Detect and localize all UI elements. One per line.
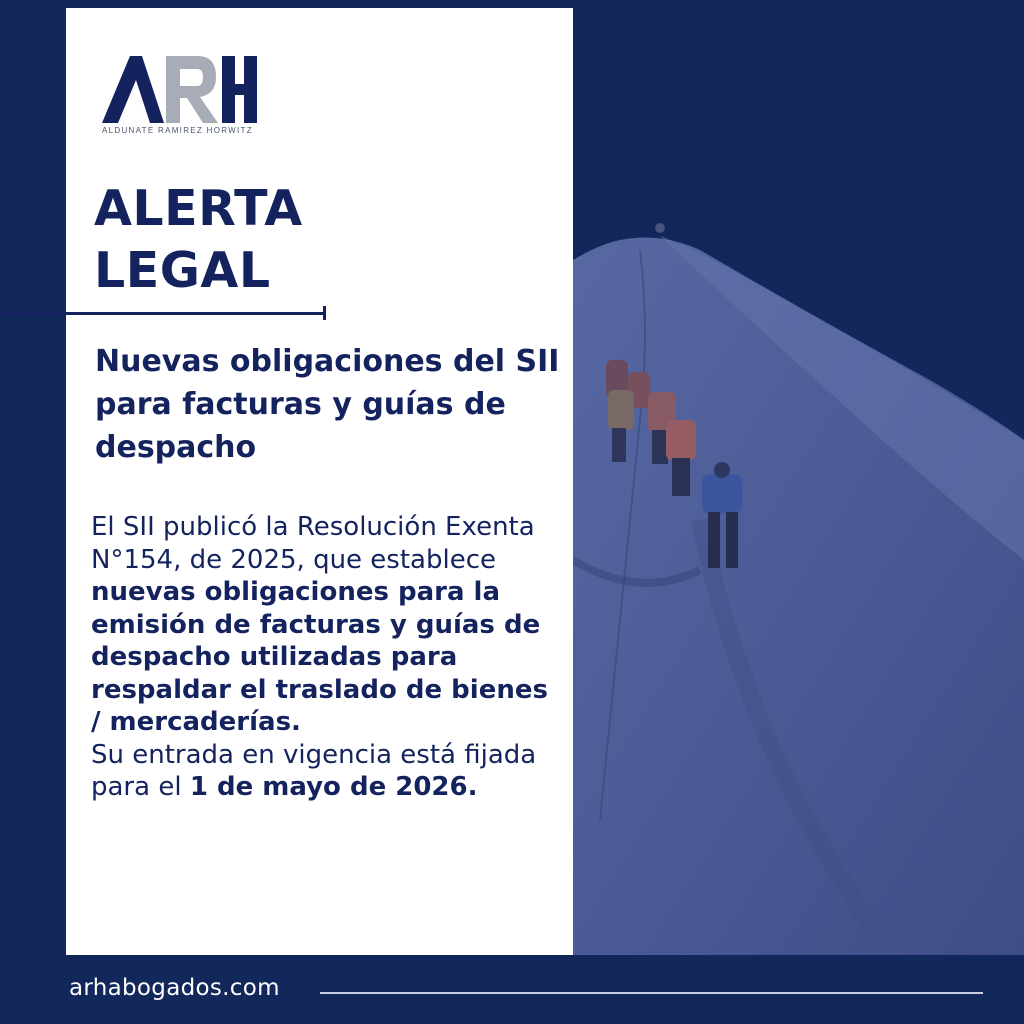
headline-divider (0, 312, 326, 315)
alert-subtitle: Nuevas obligaciones del SII para facturas y guías de despacho (95, 344, 560, 465)
website-link[interactable]: arhabogados.com (69, 975, 280, 1001)
alert-body (91, 511, 561, 804)
content-card (66, 8, 573, 955)
headline-line-1: ALERTA (94, 180, 303, 237)
body-effective-date: 1 de mayo de 2026. (189, 772, 478, 802)
logo-tagline: ALDUNATE RAMIREZ HORWITZ (102, 126, 253, 135)
body-effective-prefix: Su entrada en vigencia está fijada para el (91, 739, 537, 802)
body-highlight: nuevas obligaciones para la emisión de facturas y guías de despacho utilizadas para respaldar el traslado de bienes / mercaderías. (91, 577, 548, 737)
footer-divider (320, 992, 983, 994)
headline-line-2: LEGAL (94, 242, 271, 299)
alert-headline (94, 178, 303, 302)
body-intro: El SII publicó la Resolución Exenta N°154, de 2025, que establece (91, 512, 535, 575)
divider-end-cap (323, 306, 326, 320)
